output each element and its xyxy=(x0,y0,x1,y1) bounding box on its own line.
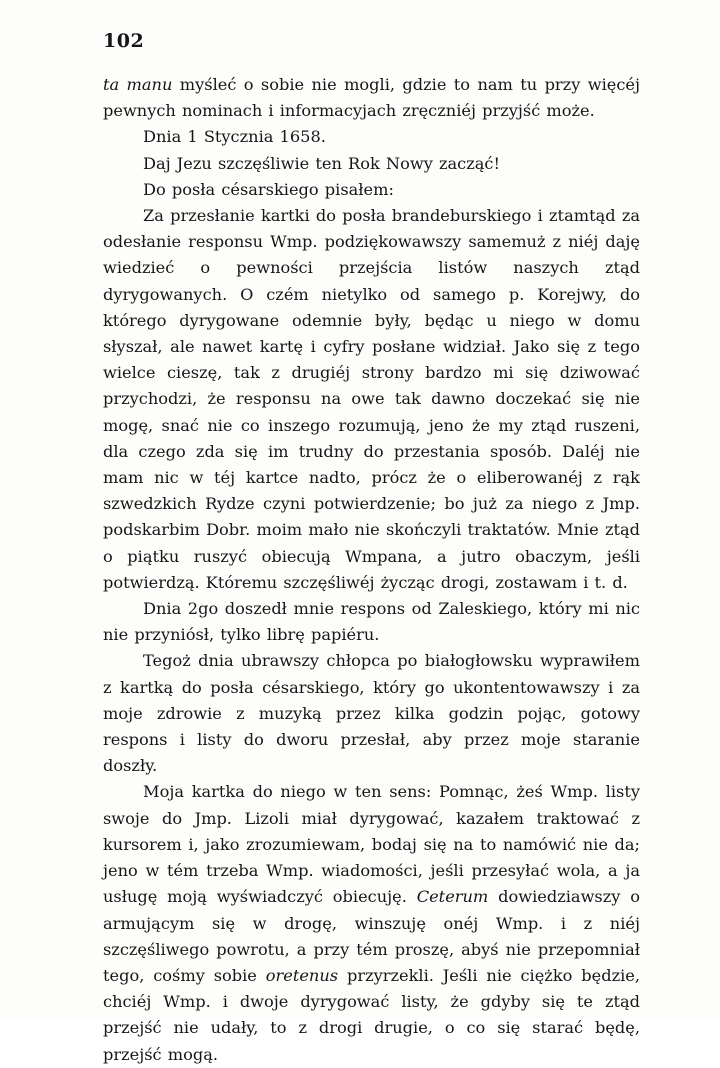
paragraph-entry xyxy=(103,648,640,779)
text-run: przyrzekli. Jeśli nie ciężko będzie, chciéj Wmp. i dwoje dyrygować listy, że gdyby się te ztąd przejść nie udały, to z drogi drugie, o co się starać będę, przejść mogą. xyxy=(103,965,640,1064)
paragraph-entry xyxy=(103,779,640,1067)
text-run: Tegoż dnia ubrawszy chłopca po białogłowsku wyprawiłem z kartką do posła césarskiego, który go ukontentowawszy i za moje zdrowie z muzyką przez kilka godzin pojąc, gotowy respons i listy do dworu przesłał, aby przez moje staranie doszły. xyxy=(103,651,640,776)
text-run: Za przesłanie kartki do posła brandeburskiego i ztamtąd za odesłanie responsu Wmp. podziękowawszy samemuż z niéj daję wiedzieć o pewności przejścia listów naszych ztąd dyrygowanych. O czém nietylko od samego p. Korejwy, do którego dyrygowane odemnie były, będąc u niego w domu słyszał, ale nawet kartę i cyfry posłane widział. Jako się z tego wielce cieszę, tak z drugiéj strony bardzo mi się dziwować przychodzi, że responsu na owe tak dawno doczekać się nie mogę, snać nie co inszego rozumują, jeno że my ztąd ruszeni, dla czego zda się im trudny do przestania sposób. Daléj nie mam nic w téj kartce nadto, prócz że o eliberowanéj z rąk szwedzkich Rydze czyni potwierdzenie; bo już za niego z Jmp. podskarbim Dobr. moim mało nie skończyli traktatów. Mnie ztąd o piątku ruszyć obiecują Wmpana, a jutro obaczym, jeśli potwierdzą. Któremu szczęśliwéj życząc drogi, zostawam i t. d. xyxy=(103,206,640,592)
text-run: Do posła césarskiego pisałem: xyxy=(143,179,394,199)
paragraph-letter-body xyxy=(103,203,640,596)
italic-phrase: Ceterum xyxy=(416,887,489,907)
paragraph-date-heading xyxy=(103,124,640,150)
text-run: Dnia 1 Stycznia 1658. xyxy=(143,127,326,147)
paragraph-continuation xyxy=(103,72,640,124)
italic-phrase: ta manu xyxy=(103,75,173,94)
page-number: 102 xyxy=(103,30,145,52)
italic-phrase: oretenus xyxy=(265,965,339,985)
text-run: dowiedziawszy o armującym się w drogę, winszuję onéj Wmp. i z niéj szczęśliwego powrotu, a przy tém proszę, abyś nie przepomniał tego, cośmy sobie xyxy=(103,887,640,985)
paragraph-letter-intro xyxy=(103,177,640,203)
paragraph-entry xyxy=(103,596,640,648)
text-run: Dnia 2go doszedł mnie respons od Zaleskiego, który mi nic nie przyniósł, tylko librę papiéru. xyxy=(103,599,640,645)
paragraph-invocation xyxy=(103,151,640,177)
body-text xyxy=(103,72,640,1068)
text-run: Daj Jezu szczęśliwie ten Rok Nowy zacząć! xyxy=(143,153,500,173)
text-run: Moja kartka do niego w ten sens: Pomnąc, żeś Wmp. listy swoje do Jmp. Lizoli miał dyrygować, kazałem traktować z kursorem i, jako zrozumiewam, bodaj się na to namówić nie da; jeno w tém trzeba Wmp. wiadomości, jeśli przesyłać wola, a ja usługę moją wyświadczyć obiecuję. xyxy=(103,782,640,907)
text-run: myśleć o sobie nie mogli, gdzie to nam tu przy więcéj pewnych nominach i informacyjach zręczniéj przyjść może. xyxy=(103,75,641,121)
